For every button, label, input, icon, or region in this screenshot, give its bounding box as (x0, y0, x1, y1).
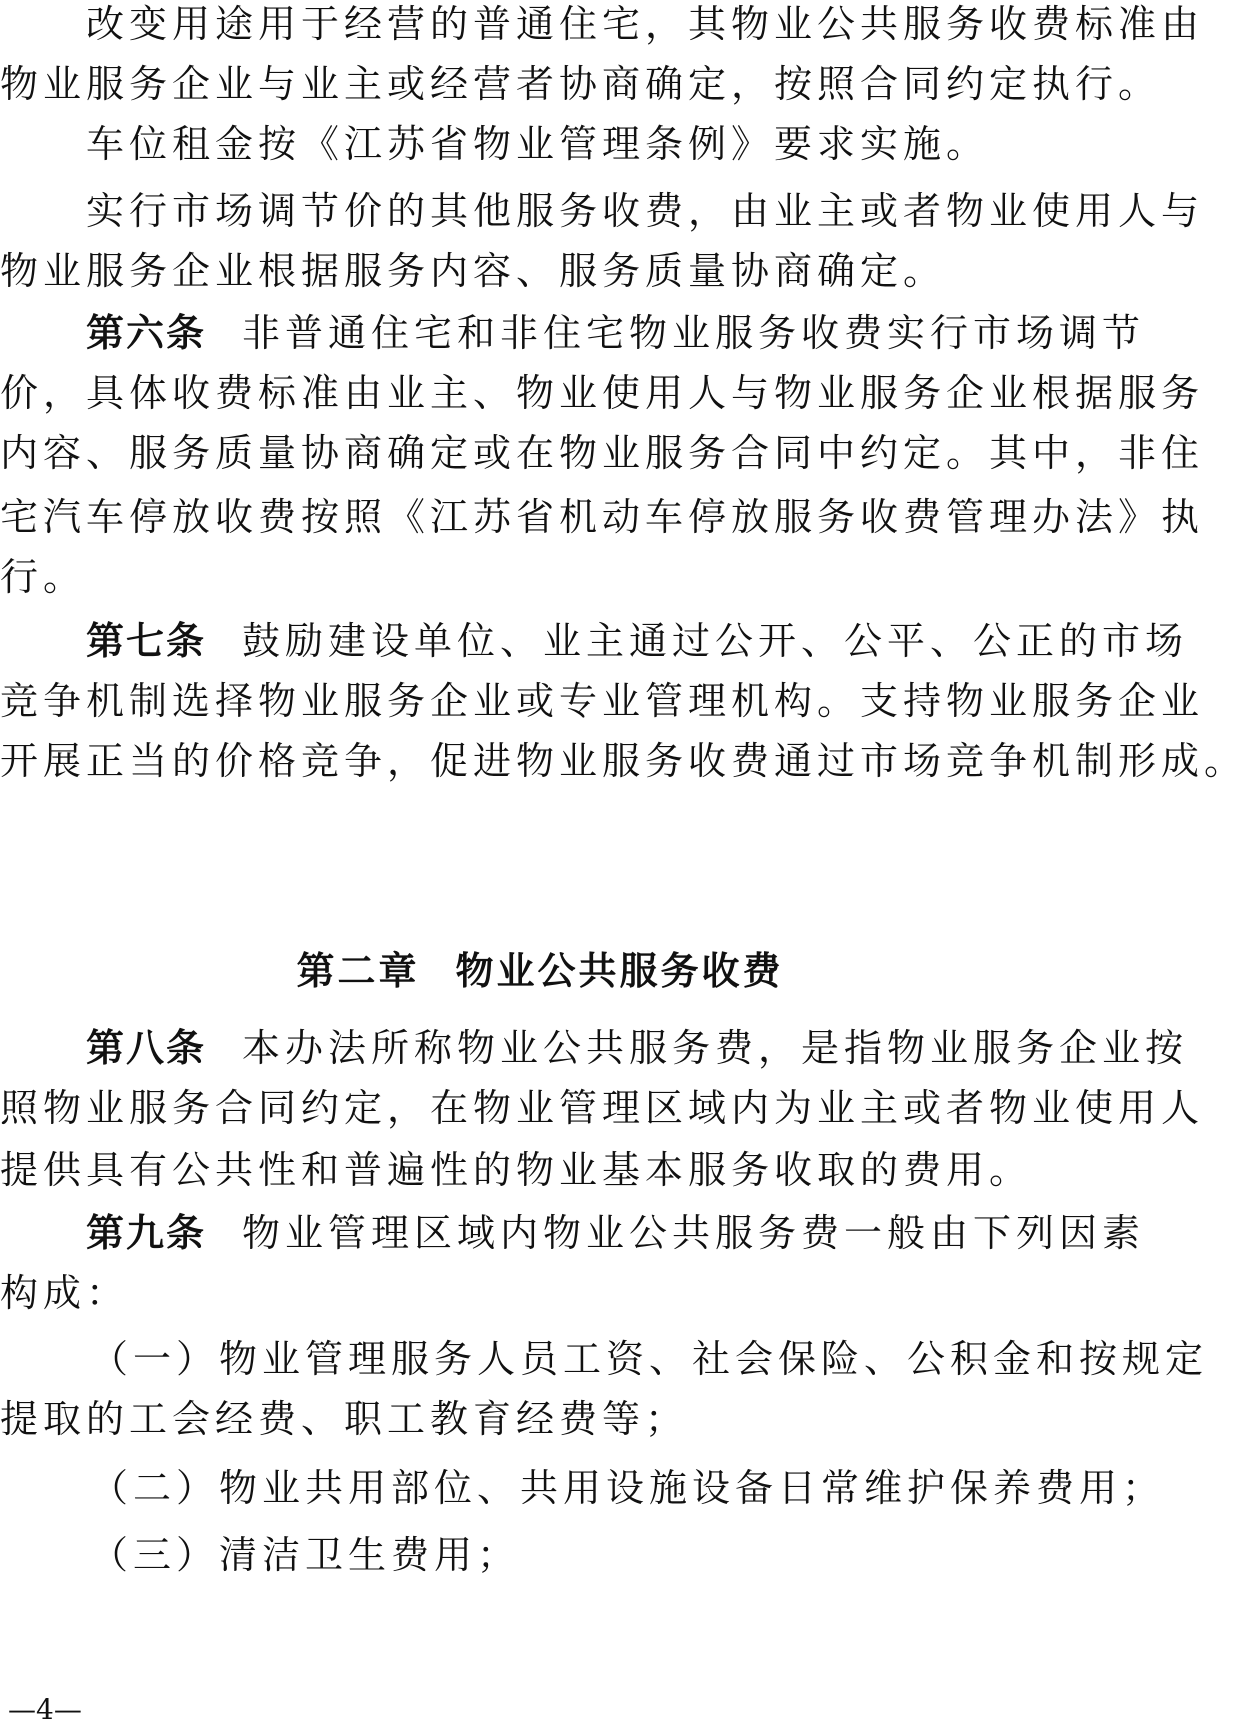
text-line: 实行市场调节价的其他服务收费，由业主或者物业使用人与 (86, 189, 1205, 233)
article-6-text: 非普通住宅和非住宅物业服务收费实行市场调节 (242, 311, 1146, 355)
article-6-first-line (86, 300, 1146, 366)
text-line: 物业服务企业与业主或经营者协商确定，按照合同约定执行。 (0, 62, 1162, 106)
chapter-heading (0, 936, 1080, 1006)
article-7-label: 第七条 (86, 619, 207, 663)
article-8-text: 本办法所称物业公共服务费，是指物业服务企业按 (242, 1026, 1189, 1070)
list-item: （一）物业管理服务人员工资、社会保险、公积金和按规定 (90, 1337, 1209, 1381)
article-7-text: 鼓励建设单位、业主通过公开、公平、公正的市场 (242, 619, 1189, 663)
text-line: 提供具有公共性和普遍性的物业基本服务收取的费用。 (0, 1148, 1033, 1192)
text-line: 物业服务企业根据服务内容、服务质量协商确定。 (0, 249, 947, 293)
text-line: 照物业服务合同约定，在物业管理区域内为业主或者物业使用人 (0, 1086, 1205, 1130)
text-line: 开展正当的价格竞争，促进物业服务收费通过市场竞争机制形成。 (0, 739, 1247, 783)
text-line: 改变用途用于经营的普通住宅，其物业公共服务收费标准由 (86, 2, 1205, 46)
text-line: 内容、服务质量协商确定或在物业服务合同中约定。其中，非住 (0, 431, 1205, 475)
article-8-label: 第八条 (86, 1026, 207, 1070)
list-item: （三）清洁卫生费用； (90, 1533, 521, 1577)
article-9-label: 第九条 (86, 1211, 207, 1255)
article-8-first-line (86, 1015, 1189, 1081)
text-line: 竞争机制选择物业服务企业或专业管理机构。支持物业服务企业 (0, 679, 1205, 723)
text-line: 行。 (0, 555, 87, 599)
text-line: 提取的工会经费、职工教育经费等； (0, 1397, 689, 1441)
article-6-label: 第六条 (86, 311, 207, 355)
text-line: 车位租金按《江苏省物业管理条例》要求实施。 (86, 122, 990, 166)
article-9-first-line (86, 1200, 1146, 1266)
chapter-number: 第二章 (296, 949, 420, 993)
list-item: （二）物业共用部位、共用设施设备日常维护保养费用； (90, 1466, 1166, 1510)
article-9-text: 物业管理区域内物业公共服务费一般由下列因素 (242, 1211, 1146, 1255)
chapter-title: 物业公共服务收费 (455, 949, 784, 993)
text-line: 宅汽车停放收费按照《江苏省机动车停放服务收费管理办法》执 (0, 495, 1205, 539)
text-line: 构成： (0, 1271, 130, 1315)
page-number: —4— (8, 1693, 82, 1726)
text-line: 价，具体收费标准由业主、物业使用人与物业服务企业根据服务 (0, 371, 1205, 415)
article-7-first-line (86, 608, 1189, 674)
